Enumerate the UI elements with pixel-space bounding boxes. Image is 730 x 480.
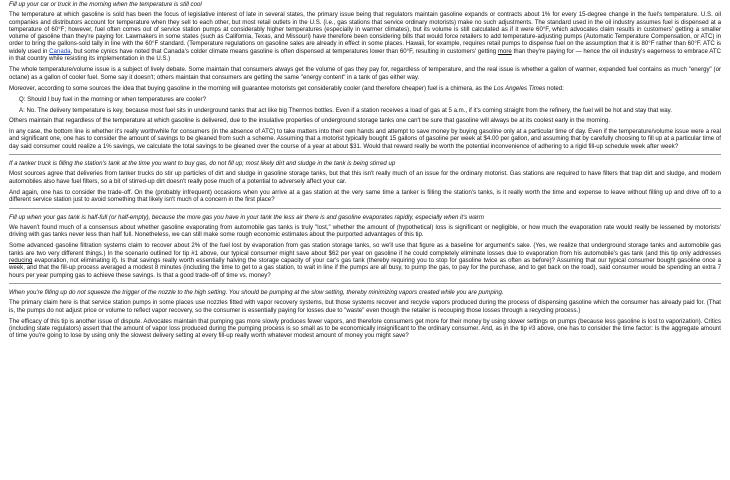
paragraph-evaporation-consensus: We haven't found much of a consensus about whether gasoline evaporating from automobile gas tanks is truly "lost," whether the amount of (hypothetical) loss is significant or negligible, or how much the evaporation rate would really be lessened by motorists' driving with gas tanks never less than half full. Nonetheless, we can still make some rough economic estimates about the purported advantages of this tip. [9, 223, 721, 239]
divider [9, 283, 721, 284]
paragraph-temperature-legislation: The temperature at which gasoline is sold has been the focus of legislative interest of late in several states, the primary issue being that regulators maintain gasoline expands or contracts about 1% for every 15-degree change in the fuel's temperature. U.S. oil companies and distributors account for temperature when they sell to each other, but most retail outlets in the U.S. (i.e., gas stations that service ordinary motorists) make no such adjustments. The standard used in the oil industry assumes fuel is dispensed at a temperature of 60°F; however, fuel often comes out of service station pumps at considerably higher temperatures (especially in warmer climates), but its volume is still calculated as if it were 60°F, which advocates claim results in customers' getting a smaller volume of gasoline than they're paying for. Lawmakers in some states (such as California, Texas, and Missouri) have therefore been considering bills that would force retailers to add temperature-adjusting pumps (Automatic Temperature Compensation, or ATC) in order to bring the gallons-sold tally in line with the 60°F standard. (Temperature regulations on gasoline sales are already in effect in some places. Hawaii, for example, requires retail pumps to dispense fuel on the assumption that it is 80°F rather than 60°F. ATC is widely used in Canada, but some cynics have noted that Canada's colder climate means gasoline is often dispensed at temperatures lower than 60°F, resulting in customers' getting more than they're paying for — hence the oil industry's eagerness to embrace ATC in that country while resisting its implementation in the U.S.) [9, 11, 721, 63]
paragraph-pump-speed: The efficacy of this tip is another issue of dispute. Advocates maintain that pumping gas more slowly produces fewer vapors, and therefore consumers get more for their money by using slower settings on pumps (because less gasoline is lost to vaporization). Critics (including state regulators) assert that the amount of vapor loss produced during the pumping process is so small as to be economically insignificant to the ordinary consumer. And, as in the tip #3 above, one has to consider the time factor: Is the aggregate amount of time you're going to lose by using only the slowest delivery setting at every fill-up really worth whatever modest amount of money you might save? [9, 317, 721, 340]
paragraph-tanker-tradeoff: And again, one has to consider the trade-off. On the (probably infrequent) occasions when you arrive at a gas station at the very same time a tanker is filling the station's tanks, is it really worth the time and expense to leave without filling up and drive off to a different service station just to avoid something that likely isn't much of a concern in the first place? [9, 188, 721, 204]
reducing-emphasis: reducing [9, 257, 33, 265]
tip-heading-2: If a tanker truck is filling the station's tank at the time you want to buy gas, do not fill up; most likely dirt and sludge in the tank is being stirred up [9, 160, 396, 168]
paragraph-la-times: Moreover, according to some sources the idea that buying gasoline in the morning will guarantee motorists get considerably cooler (and therefore cheaper) fuel is a chimera, as the Los Angeles Times noted: [9, 84, 564, 92]
paragraph-volume-debate: The whole temperature/volume issue is a subject of lively debate. Some maintain that consumers always get the volume of gas they pay for, regardless of temperature, and the real issue is whether a gallon of warmer, expanded fuel contains as much "energy" (or octane) as a gallon of cooler fuel. Some say it doesn't; others maintain that consumers are getting the same "energy content" in a tank of gas either way. [9, 66, 721, 81]
tip-heading-4: When you're filling up do not squeeze the trigger of the nozzle to the high setting. You should be pumping at the slow setting, thereby minimizing vapors created while you are pumping. [9, 288, 504, 296]
tip-heading-3: Fill up when your gas tank is half-full (or half-empty), because the more gas you have in your tank the less air there is and gasoline evaporates rapidly, especially when it's warm [9, 213, 484, 221]
quote-question: Q: Should I buy fuel in the morning or when temperatures are cooler? [19, 96, 206, 104]
canada-link[interactable]: Canada [49, 47, 71, 55]
tip-heading-1: Fill up your car or truck in the morning when the temperature is still cool [9, 1, 202, 8]
paragraph-bottom-line: In any case, the bottom line is whether it's really worthwhile for consumers (in the absence of ATC) to take matters into their own hands and attempt to save money by buying gasoline only at a particular time of day. Even if the temperature/volume issue were a real and significant one, one has to consider the amount of savings to be gleaned from such a scheme. Assuming that a motorist typically bought 15 gallons of gasoline per week at $4.00 per gallon, and assuming that by carefully choosing to fill up at a particular time of day said consumer could realize a 1% savings, we calculate the total savings to be gleaned over the course of a year at about $31. Would that reward really be worth the potential inconvenience of adhering to a rigid fill-up schedule week after week? [9, 128, 721, 150]
la-times-title: Los Angeles Times [493, 84, 546, 92]
paragraph-vapor-recovery: The primary claim here is that service station pumps in some places use nozzles fitted with vapor recovery systems, but those systems recover and recycle vapors produced during the process of dispensing gasoline which the consumer has already paid for. (That is, the pumps do not adjust price or volume to reflect vapor recovery, so the consumer is essentially paying for losses due to "waste" even though the retailer is recouping those losses through a recycling process.) [9, 299, 721, 314]
quote-answer: A: No. The delivery temperature is key, because most fuel sits in underground tanks that act like big Thermos bottles. Even if a station receives a load of gas at 5 a.m., if it's coming straight from the refinery, the fuel will be hot and stay that way. [19, 106, 672, 114]
paragraph-insulative-tanks: Others maintain that regardless of the temperature at which gasoline is delivered, due to the insulative properties of underground storage tanks one can't be sure that gasoline will always be at its coolest early in the morning. [9, 116, 611, 124]
more-emphasis: more [497, 47, 512, 55]
divider [9, 154, 721, 155]
paragraph-tanker-dirt: Most sources agree that deliveries from tanker trucks do stir up particles of dirt and sludge in gasoline storage tanks, but that this isn't really much of an issue for the ordinary motorist. Gas stations are required to have filters that trap dirt and sludge, and modern automobiles also have fuel filters, so a bit of stirred-up dirt doesn't really pose much of a potential to adversely affect your car. [9, 170, 721, 185]
paragraph-evaporation-estimate: Some advanced gasoline filtration systems claim to recover about 2% of the fuel lost by evaporation from gas station storage tanks, so we'll use that figure as a baseline for argument's sake. (Yes, we realize that underground storage tanks and automobile gas tanks are two very different things.) In the scenario outlined for tip #1 above, our typical consumer might save about $62 per year on gasoline if he could completely eliminate losses due to evaporation from his automobile's gas tank (and this tip only addresses reducing evaporation, not eliminating it). Is that savings really worth essentially halving the storage capacity of your car's gas tank (thereby requiring you to stop for gasoline twice as often as before)? Assuming that our typical consumer bought gasoline once a week, and that the fill-up process averaged a modest 8 minutes (including the time to get to a gas station, to wait in line if the pumps are all busy, to pump the gas, to pay for the purchase, and to get back on the road), said consumer would be spending an extra 7 hours per year pumping gas to achieve these savings. Is that a good trade-off of time vs. money? [9, 242, 721, 279]
divider [9, 208, 721, 209]
